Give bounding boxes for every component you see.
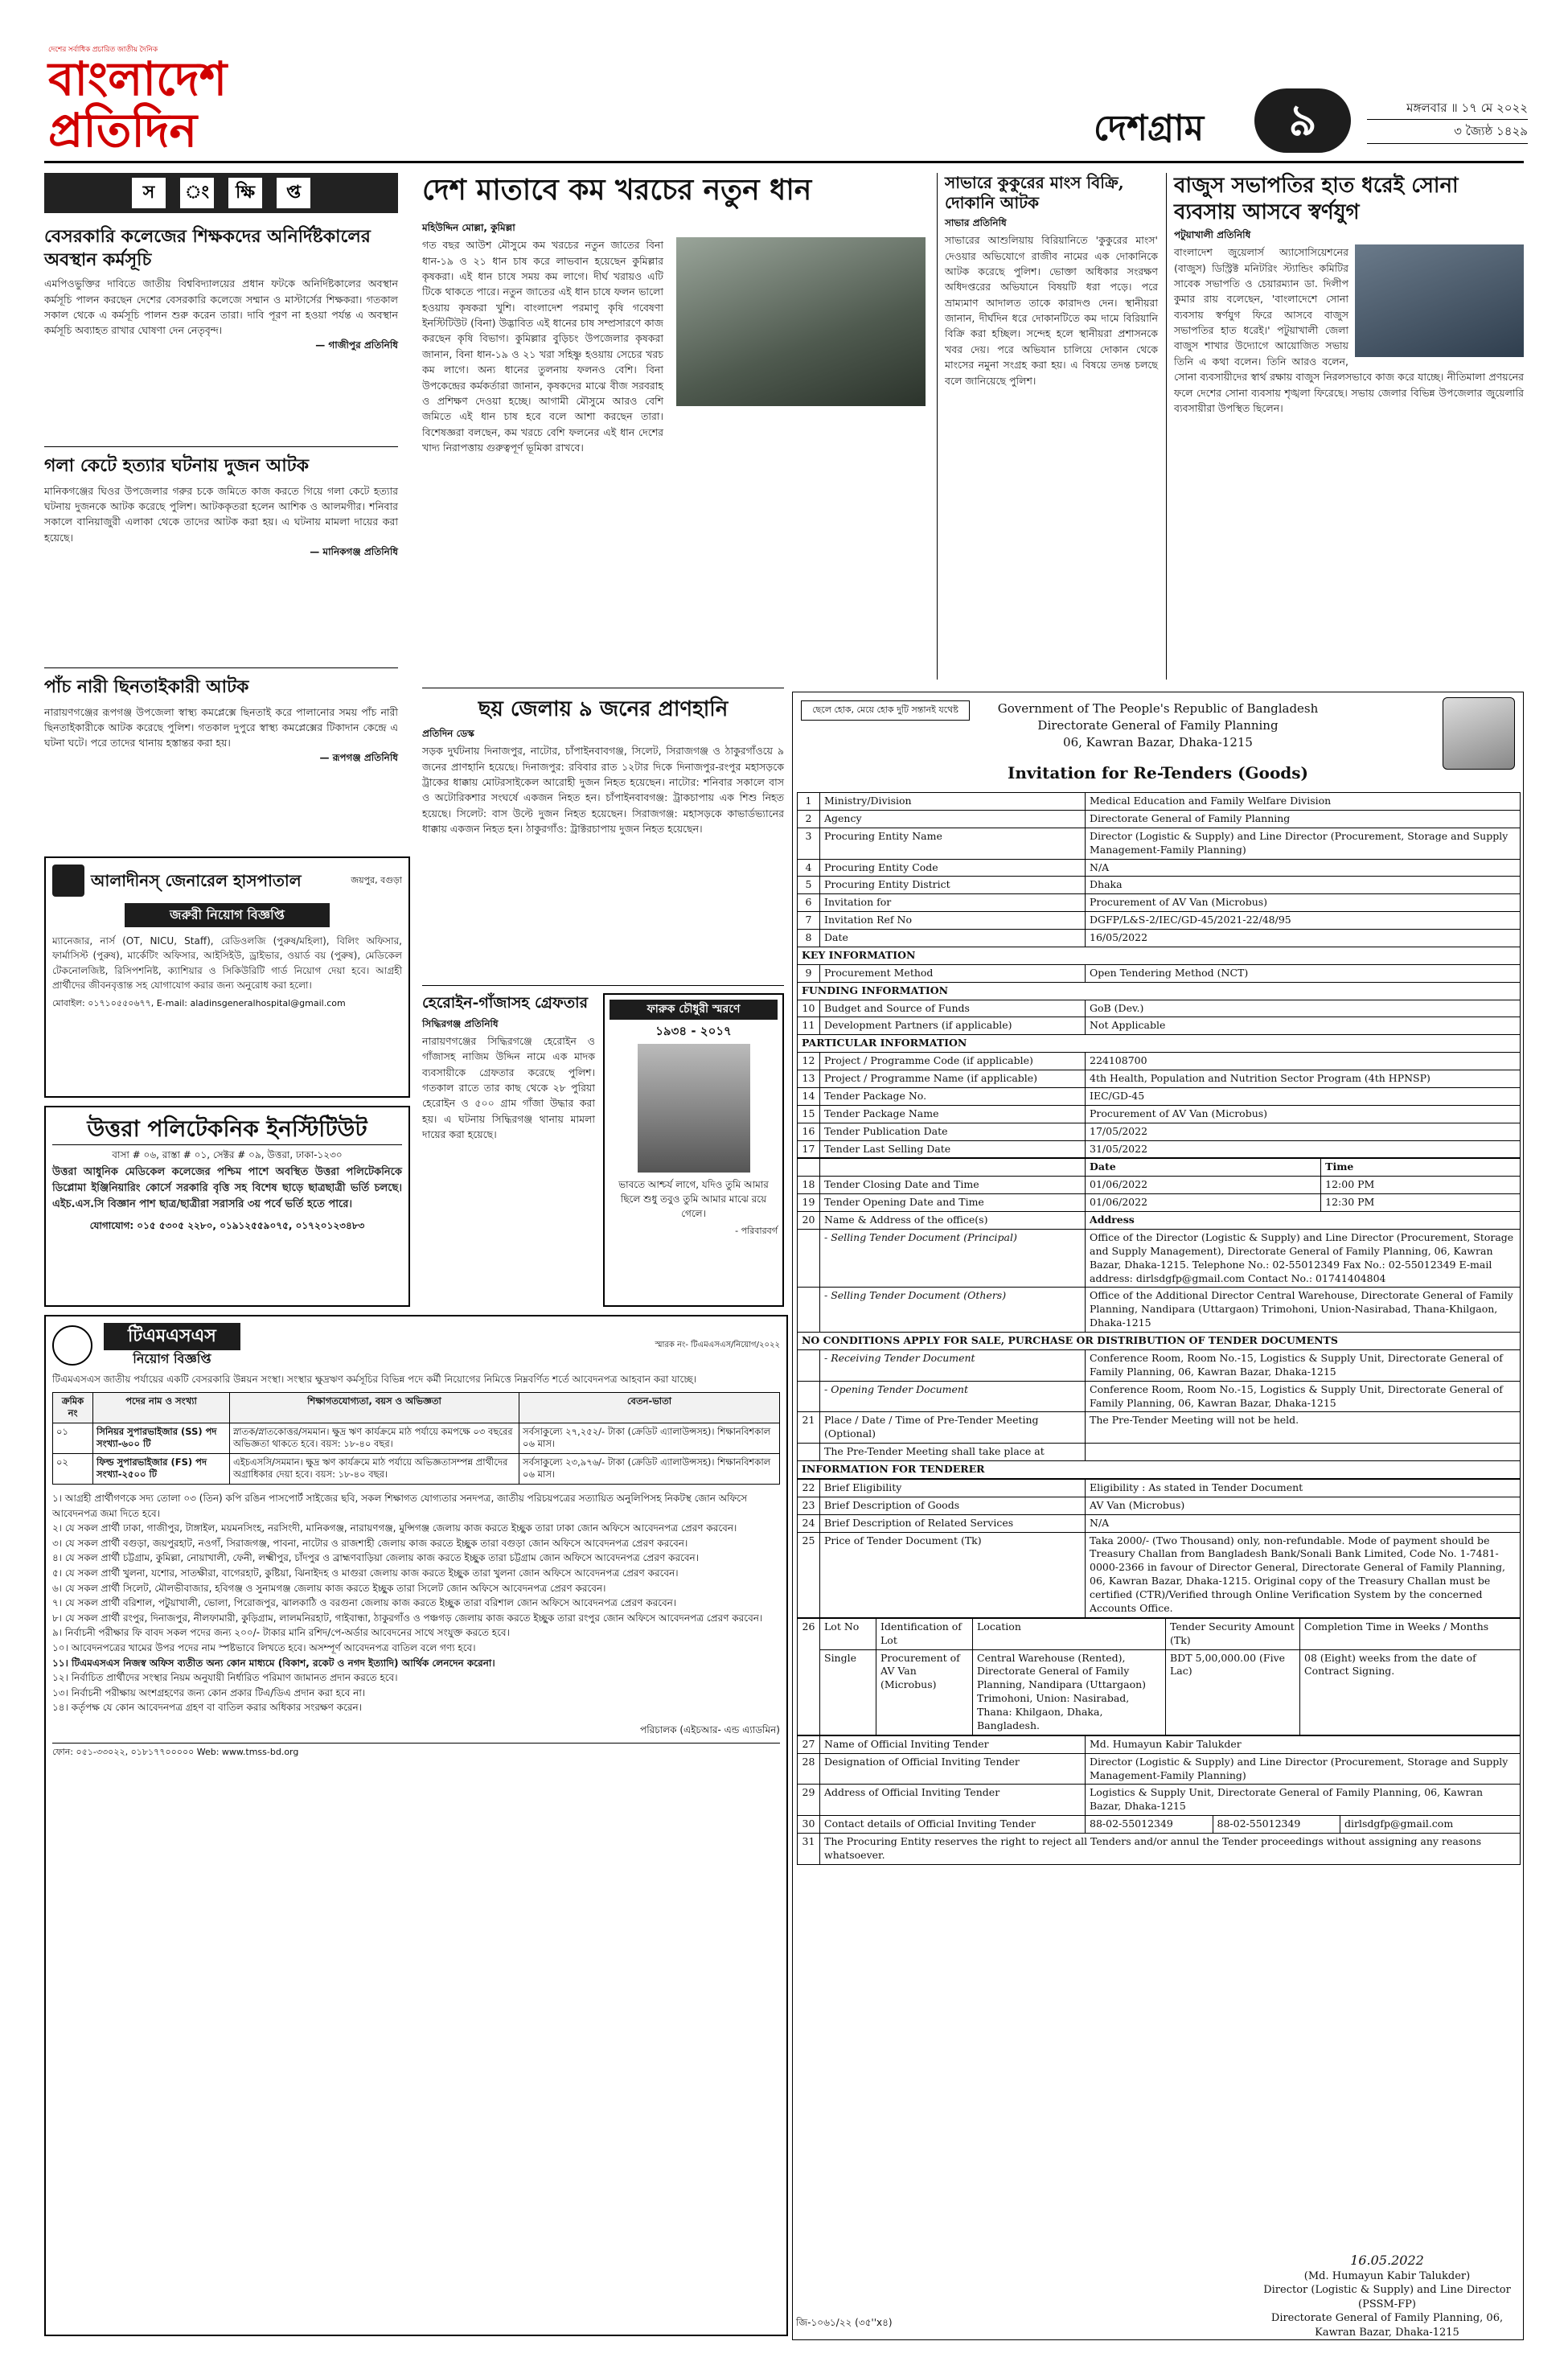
tmss-logo-icon [52, 1325, 92, 1366]
row-number: 19 [798, 1194, 820, 1212]
tmss-term: ৩। যে সকল প্রার্থী বগুড়া, জয়পুরহাট, নওগাঁ, সিরাজগঞ্জ, পাবনা, নাটোর ও রাজশাহী জেলায় কাজ করতে ইচ্ছুক তারা বগুড়া জোন অফিসে আবেদনপত্র প্রেরণ করবেন। [52, 1537, 688, 1549]
brief-letter: স [132, 178, 166, 208]
tmss-term: ১২। নির্বাচিত প্রার্থীদের সংস্থার নিয়ম অনুযায়ী নির্ধারিত পরিমাণ জামানত প্রদান করতে হবে। [52, 1672, 398, 1684]
tmss-term: ১৩। নির্বাচনী পরীক্ষায় অংশগ্রহণের জন্য কোন প্রকার টিএ/ডিএ প্রদান করা হবে না। [52, 1686, 366, 1698]
row-number: 29 [798, 1785, 820, 1816]
row-number: 15 [798, 1105, 820, 1123]
brief-body: এমপিওভুক্তির দাবিতে জাতীয় বিশ্ববিদ্যালয়ের প্রধান ফটকে অনির্দিষ্টকালের অবস্থান কর্মসূচি পালন করছেন দেশের বেসরকারি কলেজে সম্মান ও মাস্টার্সের শিক্ষকরা। গতকাল সকাল থেকে এ কর্মসূচি পালন শুরু করেন তারা। দাবি পূরণ না হওয়া পর্যন্ত এ অবস্থান কর্মসূচি অব্যাহত রাখার ঘোষণা দেন নেতৃবৃন্দ। [44, 277, 398, 337]
brief-banner [44, 173, 398, 213]
row-key: Project / Programme Code (if applicable) [820, 1053, 1086, 1070]
tmss-term: ৪। যে সকল প্রার্থী চট্টগ্রাম, কুমিল্লা, নোয়াখালী, ফেনী, লক্ষ্মীপুর, চাঁদপুর ও ব্রাহ্মণবাড়িয়া জেলায় কাজ করতে ইচ্ছুক তারা চট্টগ্রাম জোন অফিসে আবেদনপত্র প্রেরণ করবেন। [52, 1552, 700, 1564]
table-cell: ফিল্ড সুপারভাইজার (FS) পদ সংখ্যা-২৫০০ টি [93, 1453, 230, 1484]
polytechnic-phone: যোগাযোগ: ০১৫ ৫৩০৫ ২২৮০, ০১৯১২৫৫৯০৭৫, ০১৭২০১২৩৪৮৩ [89, 1220, 365, 1232]
row-key: Address of Official Inviting Tender [820, 1785, 1086, 1816]
masthead-tagline: দেশের সর্বাধিক প্রচারিত জাতীয় দৈনিক [48, 45, 158, 53]
table-header-row [798, 1618, 1521, 1649]
table-cell: ০১ [53, 1423, 93, 1453]
table-row [798, 1514, 1521, 1532]
row-number: 25 [798, 1532, 820, 1617]
heroin-body: নারায়ণগঞ্জের সিদ্ধিরগঞ্জে হেরোইন ও গাঁজাসহ নাজিম উদ্দিন নামে এক মাদক ব্যবসায়ীকে গ্রেফতার করেছে পুলিশ। গতকাল রাতে তার কাছ থেকে ২৮ পুরিয়া হেরোইন ও ৫০০ গ্রাম গাঁজা উদ্ধার করা হয়। এ ঘটনায় সিদ্ধিরগঞ্জ থানায় মামলা দায়ের করা হয়েছে। [422, 1034, 595, 1141]
row-number: 23 [798, 1497, 820, 1514]
row-number: 7 [798, 912, 820, 930]
brief-letter: ক্ষি [228, 178, 262, 208]
table-row [798, 1177, 1521, 1194]
table-row [798, 1000, 1521, 1017]
row-value: Procurement of AV Van (Microbus) [1086, 894, 1521, 912]
table-header: Identification of Lot [876, 1618, 973, 1649]
brief-byline: — গাজীপুর প্রতিনিধি [315, 339, 398, 351]
gold-photo [1355, 244, 1524, 357]
polytechnic-body: উত্তরা আধুনিক মেডিকেল কলেজের পশ্চিম পাশে অবস্থিত উত্তরা পলিটেকনিকে ডিপ্লোমা ইঞ্জিনিয়ারিং কোর্সে সরকারি বৃত্তি সহ বিশেষ ছাড়ে ছাত্রছাত্রী ভর্তি চলছে। এইচ.এস.সি বিজ্ঞান পাশ ছাত্র/ছাত্রীরা সরাসরি ৩য় পর্বে ভর্তি হতে পারে। [52, 1165, 402, 1211]
table-cell: সর্বসাকুল্যে ২৭,২৫২/- টাকা (ক্রেডিট এ্যালাউন্সসহ)। শিক্ষানবিশকাল ০৬ মাস। [519, 1423, 780, 1453]
closing-date: 01/06/2022 [1086, 1177, 1321, 1194]
row-value: IEC/GD-45 [1086, 1087, 1521, 1105]
gold-story [1174, 173, 1524, 416]
dog-meat-byline: সাভার প্রতিনিধি [945, 217, 1007, 228]
row-number: 20 [798, 1212, 820, 1230]
row-number: 27 [798, 1735, 820, 1753]
table-cell: ০২ [53, 1453, 93, 1484]
row-key: Brief Eligibility [820, 1479, 1086, 1497]
table-row [798, 877, 1521, 894]
tmss-intro: টিএমএসএস জাতীয় পর্যায়ের একটি বেসরকারি উন্নয়ন সংস্থা। সংস্থার ক্ষুদ্রঋণ কর্মসূচির বিভিন্ন পদে কর্মী নিয়োগের নিমিত্তে নিম্নবর্ণিত শর্তে আবেদনপত্র আহবান করা যাচ্ছে। [52, 1374, 696, 1386]
row-number: 11 [798, 1017, 820, 1035]
table-row [798, 1105, 1521, 1123]
row-key: Tender Package No. [820, 1087, 1086, 1105]
masthead-rule [44, 161, 1524, 163]
row-value: The Pre-Tender Meeting will not be held. [1086, 1412, 1521, 1444]
row-number: 6 [798, 894, 820, 912]
lead-body: গত বছর আউশ মৌসুমে কম খরচের নতুন জাতের বিনা ধান-১৯ ও ২১ ধান চাষ করে লাভবান হয়েছেন কুমিল্লার কৃষকরা। এই ধান চাষে সময় কম লাগে। দীর্ঘ খরায়ও এটি টিকে থাকতে পারে। নতুন জাতের এই ধান চাষে ফলন ভালো হওয়ায় কৃষকরা খুশি। বাংলাদেশ পরমাণু কৃষি গবেষণা ইনস্টিটিউট (বিনা) উদ্ভাবিত এই ধানের চাষ সম্প্রসারণে কাজ করছেন কৃষি বিভাগ। কুমিল্লার বুড়িচং উপজেলার কৃষকরা জানান, বিনা ধান-১৯ ও ২১ খরা সহিষ্ণু হওয়ায় সেচের খরচ কম লাগে। অন্য ধানের তুলনায় ফলনও বেশি। বিনা উপকেন্দ্রের কর্মকর্তারা জানান, কৃষকদের মাঝে বীজ সরবরাহ ও প্রশিক্ষণ দেওয়া হচ্ছে। আগামী মৌসুমে আরও বেশি জমিতে এই ধান চাষ হবে বলে আশা করছেন তারা। বিশেষজ্ঞরা বলছেন, কম খরচে বেশি ফলনের এই ধান দেশের খাদ্য নিরাপত্তায় গুরুত্বপূর্ণ ভূমিকা রাখবে। [422, 239, 663, 454]
row-value: Directorate General of Family Planning [1086, 810, 1521, 828]
row-value: Not Applicable [1086, 1017, 1521, 1035]
heroin-story [422, 993, 595, 1142]
lead-title: দেশ মাতাবে কম খরচের নতুন ধান [422, 173, 812, 207]
table-cell: সর্বসাকুল্যে ২৩,৯৭৬/- টাকা (ক্রেডিট এ্যালাউন্সসহ)। শিক্ষানবিশকাল ০৬ মাস। [519, 1453, 780, 1484]
brief-title: বেসরকারি কলেজের শিক্ষকদের অনির্দিষ্টকালের অবস্থান কর্মসূচি [44, 226, 371, 270]
row-value: Procurement of AV Van (Microbus) [1086, 1105, 1521, 1123]
row-key: Tender Last Selling Date [820, 1140, 1086, 1158]
row-value: 4th Health, Population and Nutrition Sector Program (4th HPNSP) [1086, 1070, 1521, 1088]
section-title: দেশগ্রাম [1094, 108, 1205, 149]
tender-table-4 [797, 1735, 1521, 1865]
row-value: The Procuring Entity reserves the right to reject all Tenders and/or annul the Tender proceedings without assigning any reasons whatsoever. [820, 1834, 1521, 1865]
lead-story [422, 221, 929, 455]
gold-byline: পটুয়াখালী প্রতিনিধি [1174, 229, 1251, 240]
table-row [798, 1785, 1521, 1816]
row-number: 12 [798, 1053, 820, 1070]
tmss-term: ১০। আবেদনপত্রের খামের উপর পদের নাম স্পষ্টভাবে লিখতে হবে। অসম্পূর্ণ আবেদনপত্র বাতিল বলে গণ্য হবে। [52, 1641, 476, 1653]
row-key: Procurement Method [820, 964, 1086, 982]
table-row [798, 1816, 1521, 1834]
section-label: KEY INFORMATION [798, 947, 1521, 964]
row-key: Tender Publication Date [820, 1123, 1086, 1140]
gold-title: বাজুস সভাপতির হাত ধরেই সোনা ব্যবসায় আসবে স্বর্ণযুগ [1174, 174, 1459, 224]
row-value: Open Tendering Method (NCT) [1086, 964, 1521, 982]
tmss-term: ৮। যে সকল প্রার্থী রংপুর, দিনাজপুর, নীলফামারী, কুড়িগ্রাম, লালমনিরহাট, গাইবান্ধা, ঠাকুরগাঁও ও পঞ্চগড় জেলায় কাজ করতে ইচ্ছুক তারা রংপুর জোন অফিসে আবেদনপত্র প্রেরণ করবেন। [52, 1612, 763, 1624]
brief-item [44, 676, 398, 767]
gold-body: বাংলাদেশ জুয়েলার্স অ্যাসোসিয়েশনের (বাজুস) ডিস্ট্রিক্ট মনিটরিং স্ট্যান্ডিং কমিটির সাবেক সভাপতি ও চেয়ারম্যান ডা. দিলীপ কুমার রায় বলেছেন, 'বাংলাদেশে সোনা ব্যবসায় স্বর্ণযুগ ফিরে আসবে বাজুস সভাপতির হাত ধরেই।' পটুয়াখালী জেলা বাজুস শাখার উদ্যোগে আয়োজিত সভায় তিনি এ কথা বলেন। তিনি আরও বলেন, সোনা ব্যবসায়ীদের স্বার্থ রক্ষায় বাজুস নিরলসভাবে কাজ করে যাচ্ছে। নীতিমালা প্রণয়নের ফলে দেশের সোনা ব্যবসায় শৃঙ্খলা ফিরেছে। সভায় জেলার বিভিন্ন উপজেলার জুয়েলারি ব্যবসায়ীরা উপস্থিত ছিলেন। [1174, 246, 1524, 414]
table-row [798, 1532, 1521, 1617]
signer-name: (Md. Humayun Kabir Talukder) [1303, 2269, 1471, 2282]
row-number: 8 [798, 930, 820, 947]
row-key: The Pre-Tender Meeting shall take place at [820, 1444, 1086, 1461]
polytechnic-name: উত্তরা পলিটেকনিক ইনস্টিটিউট [52, 1114, 402, 1145]
table-header: Completion Time in Weeks / Months [1300, 1618, 1521, 1649]
brief-item [44, 454, 398, 561]
table-row [798, 1288, 1521, 1333]
brief-body: নারায়ণগঞ্জের রূপগঞ্জ উপজেলা স্বাস্থ্য কমপ্লেক্সে ছিনতাই করে পালানোর সময় পাঁচ নারী ছিনতাইকারীকে আটক করেছে পুলিশ। গতকাল দুপুরে স্বাস্থ্য কমপ্লেক্সের টিকাদান কেন্দ্রে এ ঘটনা ঘটে। পরে তাদের থানায় হস্তান্তর করা হয়। [44, 705, 398, 750]
tender-title: Invitation for Re-Tenders (Goods) [1007, 763, 1309, 782]
tmss-term: ৯। নির্বাচনী পরীক্ষার ফি বাবদ সকল পদের জন্য ২০০/- টাকার মানি রশিদ/পে-অর্ডার আবেদনের সাথে সংযুক্ত করতে হবে। [52, 1627, 510, 1639]
section-row [798, 947, 1521, 964]
row-value: Taka 2000/- (Two Thousand) only, non-refundable. Mode of payment should be Treasury Challan from Bangladesh Bank/Sonali Bank Limited, Code No. 1-7481-0000-2366 in favour of Director General, Directorate General of Family Planning, 06, Kawran Bazar, Dhaka-1215. Original copy of the Treasury Challan must be certified (CTR)/Verified through Online Verification System by the concerned Accounts Office. [1086, 1532, 1521, 1617]
row-key: Price of Tender Document (Tk) [820, 1532, 1086, 1617]
table-header: শিক্ষাগতযোগ্যতা, বয়স ও অভিজ্ঞতা [230, 1392, 519, 1423]
brief-body: মানিকগঞ্জের ঘিওর উপজেলার গরুর চকে জমিতে কাজ করতে গিয়ে গলা কেটে হত্যার ঘটনায় দুজনকে আটক করেছে পুলিশ। আটককৃতরা হলেন আশিক ও আলমগীর। শনিবার সকালে বানিয়াজুরী এলাকা থেকে তাদের আটক করা হয়। এ ঘটনায় মামলা দায়ের করা হয়েছে। [44, 484, 398, 544]
table-cell: স্নাতক/স্নাতকোত্তর/সমমান। ক্ষুদ্র ঋণ কার্যক্রমে মাঠ পর্যায়ে কমপক্ষে ০৩ বছরের অভিজ্ঞতা থাকতে হবে। বয়স: ১৮-৪০ বছর। [230, 1423, 519, 1453]
row-number: 1 [798, 793, 820, 811]
page-number: ৯ [1254, 88, 1351, 153]
dog-meat-body: সাভারের আশুলিয়ায় বিরিয়ানিতে 'কুকুরের মাংস' দেওয়ার অভিযোগে রাজীব নামের এক দোকানিকে আটক করেছে পুলিশ। ভোক্তা অধিকার সংরক্ষণ অধিদপ্তরের অভিযানে বিষয়টি ধরা পড়ে। পরে ভ্রাম্যমাণ আদালত তাকে কারাদণ্ড দেন। স্থানীয়রা জানান, দীর্ঘদিন ধরে দোকানটিতে কম দামে বিরিয়ানি বিক্রি করা হচ্ছিল। সন্দেহ হলে স্থানীয়রা প্রশাসনকে খবর দেয়। পরে অভিযান চালিয়ে দোকান থেকে মাংসের নমুনা সংগ্রহ করা হয়। এ বিষয়ে তদন্ত চলছে বলে জানিয়েছে পুলিশ। [945, 234, 1158, 387]
row-key: Tender Package Name [820, 1105, 1086, 1123]
hospital-name: আলাদীনস্‌ জেনারেল হাসপাতাল [91, 870, 302, 890]
section-row: NO CONDITIONS APPLY FOR SALE, PURCHASE OR DISTRIBUTION OF TENDER DOCUMENTS [798, 1333, 1521, 1350]
brief-item [44, 225, 398, 355]
accident-title: ছয় জেলায় ৯ জনের প্রাণহানি [478, 697, 729, 721]
row-number: 18 [798, 1177, 820, 1194]
contact-fax: 88-02-55012349 [1213, 1816, 1340, 1834]
brief-byline: — মানিকগঞ্জ প্রতিনিধি [310, 546, 398, 558]
row-key: Development Partners (if applicable) [820, 1017, 1086, 1035]
row-key: Tender Closing Date and Time [820, 1177, 1086, 1194]
row-number: 22 [798, 1479, 820, 1497]
lot-id: Procurement of AV Van (Microbus) [876, 1649, 973, 1735]
table-row [798, 1753, 1521, 1785]
row-value: 17/05/2022 [1086, 1123, 1521, 1140]
tender-gov: Government of The People's Republic of Bangladesh [997, 701, 1319, 716]
row-key: Invitation Ref No [820, 912, 1086, 930]
tender-table-2 [797, 1158, 1521, 1479]
row-value: 224108700 [1086, 1053, 1521, 1070]
row-value: Director (Logistic & Supply) and Line Director (Procurement, Storage and Supply Management-Family Planning) [1086, 1753, 1521, 1785]
row-number: 4 [798, 859, 820, 877]
table-header: Lot No [820, 1618, 876, 1649]
row-value: Office of the Director (Logistic & Supply) and Line Director (Procurement, Storage and Supply Management), Directorate General of Family Planning, 06, Kawran Bazar, Dhaka-1215. Telephone No.: 02-55012349 Fax No.: 02-55012349 E-mail address: dirlsdgfp@gmail.com Contact No.: 01741404804 [1086, 1229, 1521, 1288]
row-number: 14 [798, 1087, 820, 1105]
row-number: 26 [798, 1618, 820, 1735]
memorial-heading: ফারুক চৌধুরী স্মরণে [610, 1000, 778, 1020]
polytechnic-ad [44, 1106, 410, 1307]
row-value: Medical Education and Family Welfare Division [1086, 793, 1521, 811]
opening-time: 12:30 PM [1321, 1194, 1521, 1212]
row-value: Eligibility : As stated in Tender Document [1086, 1479, 1521, 1497]
row-key: - Receiving Tender Document [820, 1349, 1086, 1381]
date-header: Date [1086, 1159, 1321, 1177]
tender-slogan: ছেলে হোক, মেয়ে হোক দুটি সন্তানই যথেষ্ট [801, 700, 970, 721]
tmss-signature: পরিচালক (এইচআর- এন্ড এ্যাডমিন) [640, 1723, 780, 1735]
row-number: 10 [798, 1000, 820, 1017]
section-label: PARTICULAR INFORMATION [798, 1035, 1521, 1053]
row-key: Date [820, 930, 1086, 947]
dog-meat-title: সাভারে কুকুরের মাংস বিক্রি, দোকানি আটক [945, 173, 1124, 212]
opening-date: 01/06/2022 [1086, 1194, 1321, 1212]
row-number: 28 [798, 1753, 820, 1785]
tender-portrait [1443, 697, 1515, 770]
brief-title: পাঁচ নারী ছিনতাইকারী আটক [44, 676, 249, 697]
row-number: 17 [798, 1140, 820, 1158]
row-key: Procuring Entity Code [820, 859, 1086, 877]
row-key: Procuring Entity District [820, 877, 1086, 894]
hospital-body: ম্যানেজার, নার্স (OT, NICU, Staff), রেডিওলজি (পুরুষ/মহিলা), বিলিং অফিসার, ফার্মাসিস্ট (পুরুষ), মার্কেটিং অফিসার, আইসিইউ, ড্রাইভার, ওয়ার্ড বয় (পুরুষ), মেডিকেল টেকনোলজিষ্ট, রিসিপশনিষ্ট, ক্যাশিয়ার ও সিকিউরিটি গার্ড নিয়োগ দেয়া হবে। আগ্রহী প্রার্থীদের জীবনবৃত্তান্ত সহ যোগাযোগ করার জন্য অনুরোধ করা হলো। [52, 934, 402, 992]
row-key: Brief Description of Related Services [820, 1514, 1086, 1532]
closing-time: 12:00 PM [1321, 1177, 1521, 1194]
tmss-phone: ফোন: ০৫১-৩৩০২২, ০১৮১৭৭০০০০০ Web: www.tmss-bd.org [52, 1743, 780, 1759]
row-key: Procuring Entity Name [820, 828, 1086, 859]
tmss-term: ১। আগ্রহী প্রার্থীগণকে সদ্য তোলা ০৩ (তিন) কপি রঙিন পাসপোর্ট সাইজের ছবি, সকল শিক্ষাগত যোগ্যতার সনদপত্র, জাতীয় পরিচয়পত্রের সত্যায়িত অনুলিপিসহ নিকটস্থ জোন অফিসে আবেদনপত্র জমা দিতে হবে। [52, 1492, 748, 1519]
tmss-term: ৭। যে সকল প্রার্থী বরিশাল, পটুয়াখালী, ভোলা, পিরোজপুর, ঝালকাঠি ও বরগুনা জেলায় কাজ করতে ইচ্ছুক তারা বরিশাল জোন অফিসে আবেদনপত্র প্রেরণ করবেন। [52, 1597, 677, 1609]
table-header: পদের নাম ও সংখ্যা [93, 1392, 230, 1423]
tender-signature [1254, 2252, 1520, 2339]
lot-location: Central Warehouse (Rented), Directorate General of Family Planning, Nandipara (Uttargaon) Trimohoni, Union: Nasirabad, Thana: Khilgaon, Dhaka, Bangladesh. [973, 1649, 1166, 1735]
memorial-photo [638, 1044, 750, 1173]
accident-byline: প্রতিদিন ডেস্ক [422, 728, 474, 740]
tmss-term: ১৪। কর্তৃপক্ষ যে কোন আবেদনপত্র গ্রহণ বা বাতিল করার অধিকার সংরক্ষণ করেন। [52, 1702, 362, 1714]
table-row [798, 1053, 1521, 1070]
table-header: ক্রমিক নং [53, 1392, 93, 1423]
hospital-contact: মোবাইল: ০১৭১০৫৫০৬৭৭, E-mail: aladinsgeneralhospital@gmail.com [52, 997, 346, 1008]
row-number: 5 [798, 877, 820, 894]
hospital-ad [44, 856, 410, 1098]
tender-notice [792, 692, 1524, 2340]
row-value: Logistics & Supply Unit, Directorate General of Family Planning, 06, Kawran Bazar, Dhaka-1215 [1086, 1785, 1521, 1816]
signature-scribble: 16.05.2022 [1350, 2253, 1424, 2268]
table-row [798, 964, 1521, 982]
accident-body: সড়ক দুর্ঘটনায় দিনাজপুর, নাটোর, চাঁপাইনবাবগঞ্জ, সিলেট, সিরাজগঞ্জ ও ঠাকুরগাঁওয়ে ৯ জনের প্রাণহানি হয়েছে। দিনাজপুর: রবিবার রাত ১২টার দিকে দিনাজপুর-রংপুর মহাসড়কে ট্রাকের ধাক্কায় মোটরসাইকেল আরোহী দুজন নিহত হয়েছেন। নাটোর: শনিবার সকালে বাস ও অটোরিকশার সংঘর্ষে একজন নিহত হন। চাঁপাইনবাবগঞ্জ: ট্রাকচাপায় এক শিশু নিহত হয়েছে। সিলেট: বাস উল্টে দুজন নিহত হয়েছেন। সিরাজগঞ্জ: মহাসড়কে কাভার্ডভ্যানের ধাক্কায় একজন নিহত হন। ঠাকুরগাঁও: ট্রাক্টরচাপায় দুজন নিহত হয়েছেন। [422, 745, 784, 836]
row-value: Conference Room, Room No.-15, Logistics & Supply Unit, Directorate General of Family Planning, 06, Kawran Bazar, Dhaka-1215 [1086, 1381, 1521, 1412]
row-number: 13 [798, 1070, 820, 1088]
row-key: Place / Date / Time of Pre-Tender Meeting (Optional) [820, 1412, 1086, 1444]
table-row [798, 1194, 1521, 1212]
table-row [798, 1070, 1521, 1088]
row-key: - Selling Tender Document (Others) [820, 1288, 1086, 1333]
tmss-term: ২। যে সকল প্রার্থী ঢাকা, গাজীপুর, টাঙ্গাইল, ময়মনসিংহ, নরসিংদী, মানিকগঞ্জ, নারায়ণগঞ্জ, মুন্সিগঞ্জ জেলায় কাজ করতে ইচ্ছুক তারা ঢাকা জোন অফিসে আবেদনপত্র প্রেরণ করবেন। [52, 1522, 737, 1534]
signer-title: Director (Logistic & Supply) and Line Director (PSSM-FP) [1263, 2284, 1511, 2310]
row-number: 30 [798, 1816, 820, 1834]
table-header: Location [973, 1618, 1166, 1649]
polytechnic-address: বাসা # ০৬, রাস্তা # ০১, সেক্টর # ০৯, উত্তরা, ঢাকা-১২৩০ [112, 1148, 343, 1160]
row-key: Agency [820, 810, 1086, 828]
table-row [798, 1123, 1521, 1140]
lot-no: Single [820, 1649, 876, 1735]
lot-table [797, 1618, 1521, 1735]
gd-number: জি-১০৬১/২২ (৩৫''x৪) [796, 2317, 893, 2328]
signer-org: Directorate General of Family Planning, 06, Kawran Bazar, Dhaka-1215 [1270, 2312, 1504, 2339]
table-row [798, 912, 1521, 930]
row-value: AV Van (Microbus) [1086, 1497, 1521, 1514]
table-row [798, 828, 1521, 859]
tmss-terms [52, 1491, 780, 1715]
dog-meat-story [945, 173, 1158, 388]
table-header: Tender Security Amount (Tk) [1166, 1618, 1300, 1649]
tender-table-3 [797, 1479, 1521, 1618]
tmss-ref: স্মারক নং- টিএমএসএস/নিয়োগ/২০২২ [655, 1340, 780, 1349]
table-row [798, 1159, 1521, 1177]
table-row [798, 1461, 1521, 1479]
hospital-logo-icon [52, 865, 84, 897]
row-value: 31/05/2022 [1086, 1140, 1521, 1158]
time-header: Time [1321, 1159, 1521, 1177]
table-row [798, 1649, 1521, 1735]
table-row [798, 810, 1521, 828]
table-row [53, 1453, 780, 1484]
row-key: Designation of Official Inviting Tender [820, 1753, 1086, 1785]
accident-story [422, 696, 784, 837]
row-key: Budget and Source of Funds [820, 1000, 1086, 1017]
date-box [1367, 97, 1528, 144]
row-number: 16 [798, 1123, 820, 1140]
row-value: Office of the Additional Director Central Warehouse, Directorate General of Family Planning, Nandipara (Uttargaon) Trimohoni, Union-Nasirabad, Thana-Khilgaon, Dhaka-1215 [1086, 1288, 1521, 1333]
row-value: GoB (Dev.) [1086, 1000, 1521, 1017]
section-label: FUNDING INFORMATION [798, 982, 1521, 1000]
section-row: INFORMATION FOR TENDERER [798, 1461, 1521, 1479]
row-number: 24 [798, 1514, 820, 1532]
tender-table [797, 792, 1521, 1158]
row-value: DGFP/L&S-2/IEC/GD-45/2021-22/48/95 [1086, 912, 1521, 930]
table-row [798, 1017, 1521, 1035]
table-row [798, 859, 1521, 877]
masthead-logo [48, 44, 386, 158]
row-value: 16/05/2022 [1086, 930, 1521, 947]
table-row [798, 1834, 1521, 1865]
table-row [798, 930, 1521, 947]
row-value: N/A [1086, 859, 1521, 877]
row-key: Name & Address of the office(s) [820, 1212, 1086, 1230]
table-row [798, 1140, 1521, 1158]
table-row [798, 1212, 1521, 1230]
tmss-table [52, 1392, 780, 1485]
row-key: Ministry/Division [820, 793, 1086, 811]
section-row [798, 1035, 1521, 1053]
contact-tel: 88-02-55012349 [1086, 1816, 1213, 1834]
memorial-ad [603, 993, 784, 1307]
table-row [798, 1087, 1521, 1105]
memorial-from: - পরিবারবর্গ [735, 1226, 778, 1237]
brief-title: গলা কেটে হত্যার ঘটনায় দুজন আটক [44, 455, 310, 476]
table-header: বেতন-ভাতা [519, 1392, 780, 1423]
row-key: Brief Description of Goods [820, 1497, 1086, 1514]
memorial-years: ১৯৩৪ - ২০১৭ [655, 1023, 732, 1038]
row-number: 3 [798, 828, 820, 859]
lead-byline: মহিউদ্দিন মোল্লা, কুমিল্লা [422, 222, 515, 233]
brief-byline: — রূপগঞ্জ প্রতিনিধি [319, 751, 398, 763]
row-number: 9 [798, 964, 820, 982]
row-value: Conference Room, Room No.-15, Logistics & Supply Unit, Directorate General of Family Planning, 06, Kawran Bazar, Dhaka-1215 [1086, 1349, 1521, 1381]
tmss-term: ১১। টিএমএসএস নিজস্ব অফিস ব্যতীত অন্য কোন মাধ্যমে (বিকাশ, রকেট ও নগদ ইত্যাদি) আর্থিক লেনদেন করেনা। [52, 1657, 495, 1669]
memorial-verse: ভাবতে আশ্চর্য লাগে, যদিও তুমি আমার ছিলে শুধু তবুও তুমি আমার মাঝে রয়ে গেলে। [618, 1179, 769, 1220]
tmss-term: ৫। যে সকল প্রার্থী খুলনা, যশোর, সাতক্ষীরা, বাগেরহাট, কুষ্টিয়া, ঝিনাইদহ ও মাগুরা জেলায় কাজ করতে ইচ্ছুক তারা খুলনা জোন অফিসে আবেদনপত্র প্রেরণ করবেন। [52, 1567, 679, 1579]
table-row [798, 1333, 1521, 1350]
contact-mail: dirlsdgfp@gmail.com [1340, 1816, 1521, 1834]
lot-security: BDT 5,00,000.00 (Five Lac) [1166, 1649, 1300, 1735]
row-key: Invitation for [820, 894, 1086, 912]
row-number: 31 [798, 1834, 820, 1865]
tender-address: 06, Kawran Bazar, Dhaka-1215 [1063, 735, 1253, 750]
lead-photo [676, 237, 926, 406]
tmss-ad [44, 1315, 788, 2336]
tmss-org: টিএমএসএস [104, 1323, 240, 1350]
tmss-notice: নিয়োগ বিজ্ঞপ্তি [133, 1350, 211, 1366]
brief-letter: প্ত [277, 178, 310, 208]
table-row [798, 1349, 1521, 1381]
tmss-term: ৬। যে সকল প্রার্থী সিলেট, মৌলভীবাজার, হবিগঞ্জ ও সুনামগঞ্জ জেলায় কাজ করতে ইচ্ছুক তারা সিলেট জোন অফিসে আবেদনপত্র প্রেরণ করবেন। [52, 1582, 606, 1594]
paper-name: বাংলাদেশ প্রতিদিন [48, 51, 228, 158]
table-row [798, 1497, 1521, 1514]
row-key: Tender Opening Date and Time [820, 1194, 1086, 1212]
tender-directorate: Directorate General of Family Planning [1037, 718, 1279, 733]
heroin-byline: সিদ্ধিরগঞ্জ প্রতিনিধি [422, 1017, 499, 1029]
row-key: Project / Programme Name (if applicable) [820, 1070, 1086, 1088]
row-key: Contact details of Official Inviting Tender [820, 1816, 1086, 1834]
row-key: - Selling Tender Document (Principal) [820, 1229, 1086, 1288]
row-key: Name of Official Inviting Tender [820, 1735, 1086, 1753]
table-cell: সিনিয়র সুপারভাইজার (SS) পদ সংখ্যা-৬০০ টি [93, 1423, 230, 1453]
table-row [798, 894, 1521, 912]
heroin-title: হেরোইন-গাঁজাসহ গ্রেফতার [422, 994, 589, 1012]
table-cell: এইচএসসি/সমমান। ক্ষুদ্র ঋণ কার্যক্রমে মাঠ পর্যায়ে অভিজ্ঞতাসম্পন্ন প্রার্থীদের অগ্রাধিকার দেয়া হবে। বয়স: ১৮-৪০ বছর। [230, 1453, 519, 1484]
row-value: N/A [1086, 1514, 1521, 1532]
table-row [798, 1381, 1521, 1412]
table-header-row [53, 1392, 780, 1423]
table-row [798, 1479, 1521, 1497]
row-number: 21 [798, 1412, 820, 1444]
table-row [798, 793, 1521, 811]
table-row [798, 1444, 1521, 1461]
lot-time: 08 (Eight) weeks from the date of Contract Signing. [1300, 1649, 1521, 1735]
table-row [53, 1423, 780, 1453]
row-key: - Opening Tender Document [820, 1381, 1086, 1412]
table-row [798, 1412, 1521, 1444]
row-value: Dhaka [1086, 877, 1521, 894]
row-value: Address [1086, 1212, 1521, 1230]
row-number: 2 [798, 810, 820, 828]
day-date: মঙ্গলবার ॥ ১৭ মে ২০২২ [1367, 97, 1528, 120]
bangla-date: ৩ জ্যৈষ্ঠ ১৪২৯ [1367, 120, 1528, 143]
row-value: Md. Humayun Kabir Talukder [1086, 1735, 1521, 1753]
brief-letter: ং [180, 178, 214, 208]
hospital-location: জয়পুর, বগুড়া [351, 874, 402, 885]
row-value: Director (Logistic & Supply) and Line Director (Procurement, Storage and Supply Management-Family Planning) [1086, 828, 1521, 859]
table-row [798, 1229, 1521, 1288]
section-row [798, 982, 1521, 1000]
table-row [798, 1735, 1521, 1753]
hospital-notice: জরুরী নিয়োগ বিজ্ঞপ্তি [125, 903, 330, 927]
